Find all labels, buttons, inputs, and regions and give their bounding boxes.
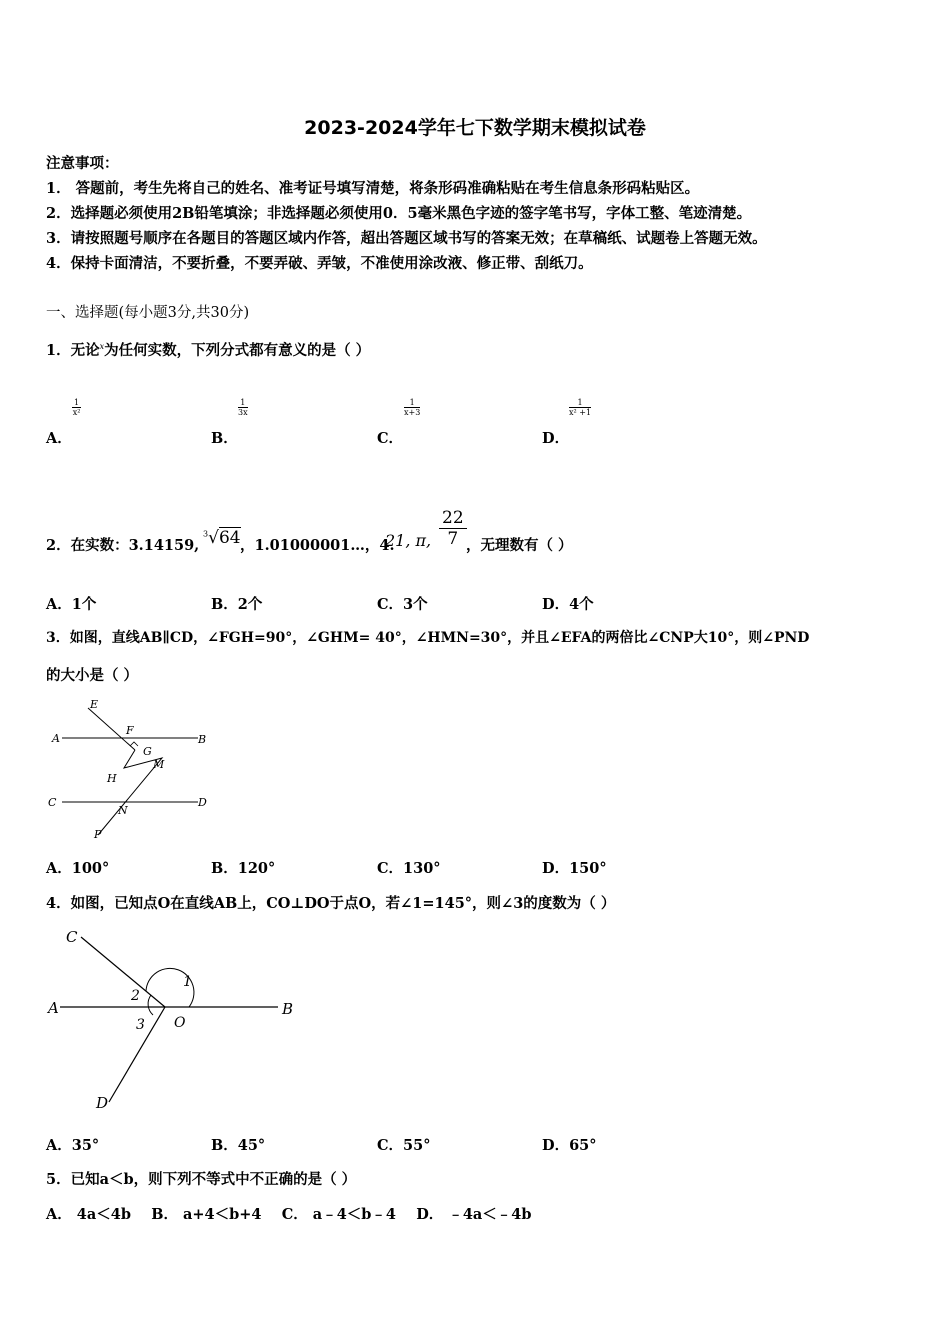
q4-label-d: D	[96, 1094, 109, 1112]
q3-label-b: B	[198, 733, 207, 746]
q4-option-a: A．35°	[46, 1137, 100, 1154]
q4-label-o: O	[174, 1015, 186, 1031]
question-1	[46, 339, 370, 360]
notice-item-3: 3．请按照题号顺序在各题目的答题区域内作答，超出答题区域书写的答案无效；在草稿纸、试题卷上答题无效。	[46, 230, 767, 247]
q1-option-c-fraction: $\frac{1}{x+3}$	[404, 398, 421, 417]
q3-option-a: A．100°	[46, 860, 110, 877]
q1-prefix: 1．无论	[46, 342, 100, 359]
notice-item-2: 2．选择题必须使用2B铅笔填涂；非选择题必须使用0．5毫米黑色字迹的签字笔书写，字体工整、笔迹清楚。	[46, 205, 752, 222]
q1-option-d-fraction: $\frac{1}{\text{x² +1}}$	[569, 398, 592, 417]
q2-option-b: B．2个	[211, 596, 263, 613]
q1-option-b-label: B．	[211, 430, 238, 447]
q2-option-d: D．4个	[542, 596, 594, 613]
q3-label-e: E	[90, 698, 99, 711]
notice-item-1: 1． 答题前，考生先将自己的姓名、准考证号填写清楚，将条形码准确粘贴在考生信息条形码粘贴区。	[46, 180, 700, 197]
q4-angle-3: 3	[136, 1017, 145, 1033]
q4-label-a: A	[48, 999, 59, 1017]
q3-label-h: H	[107, 772, 117, 785]
q3-option-b: B．120°	[211, 860, 276, 877]
q1-option-c-label: C．	[377, 430, 404, 447]
section-heading: 一、选择题(每小题3分,共30分)	[46, 305, 250, 321]
q4-option-d: D．65°	[542, 1137, 597, 1154]
q3-option-c: C．130°	[377, 860, 441, 877]
q5-options: A． 4a＜4b B． a+4＜b+4 C． a﹣4＜b﹣4 D． ﹣4a＜﹣4b	[46, 1206, 532, 1223]
q4-option-c: C．55°	[377, 1137, 431, 1154]
q2-option-c: C．3个	[377, 596, 428, 613]
q3-figure	[40, 690, 230, 850]
q1-variable: x	[99, 342, 105, 352]
q3-label-n: N	[118, 804, 128, 817]
q3-line-1: 3．如图，直线AB∥CD，∠FGH=90°，∠GHM= 40°，∠HMN=30°，并且∠EFA的两倍比∠CNP大10°，则∠PND	[46, 630, 810, 646]
q4-angle-2: 2	[131, 988, 140, 1004]
page-title: 2023-2024学年七下数学期末模拟试卷	[304, 117, 646, 139]
q2-option-a: A．1个	[46, 596, 97, 613]
q3-line-2: 的大小是（ ）	[46, 667, 139, 684]
q4-option-b: B．45°	[211, 1137, 266, 1154]
q4-figure	[40, 920, 310, 1120]
q3-label-a: A	[52, 732, 60, 745]
q3-label-p: P	[94, 828, 102, 841]
notice-item-4: 4．保持卡面清洁，不要折叠，不要弄破、弄皱，不准使用涂改液、修正带、刮纸刀。	[46, 255, 593, 272]
q1-option-b-fraction: $\frac{1}{3x}$	[238, 398, 248, 417]
q2-part-4: ，无理数有（ ）	[466, 537, 573, 554]
q1-option-a-label: A．	[46, 430, 72, 447]
q5-text: 5．已知a＜b，则下列不等式中不正确的是（ ）	[46, 1171, 357, 1188]
q1-option-d-label: D．	[542, 430, 570, 447]
notice-heading: 注意事项：	[46, 155, 119, 172]
q2-part-2: ，1.01000001…，4.	[240, 537, 395, 554]
q3-label-m: M	[153, 758, 165, 771]
q1-suffix: 为任何实数，下列分式都有意义的是（ ）	[104, 342, 371, 359]
q4-text: 4．如图，已知点O在直线AB上，CO⊥DO于点O，若∠1=145°，则∠3的度数为（ ）	[46, 895, 616, 912]
q4-angle-1: 1	[183, 974, 192, 990]
q1-option-a-fraction: $\frac{1}{\text{x²}}$	[72, 398, 81, 417]
q3-option-d: D．150°	[542, 860, 607, 877]
q2-cube-root: $^3$√64	[203, 528, 241, 548]
q3-label-d: D	[198, 796, 207, 809]
q3-label-c: C	[48, 796, 57, 809]
q3-label-f: F	[126, 724, 134, 737]
q2-part-1: 2．在实数：3.14159,	[46, 537, 200, 554]
q2-fraction: $\frac{22}{7}$	[439, 508, 467, 549]
q3-label-g: G	[143, 745, 152, 758]
q4-label-b: B	[282, 1000, 294, 1018]
q4-label-c: C	[66, 928, 78, 946]
q2-part-3: 21, π,	[385, 531, 432, 550]
